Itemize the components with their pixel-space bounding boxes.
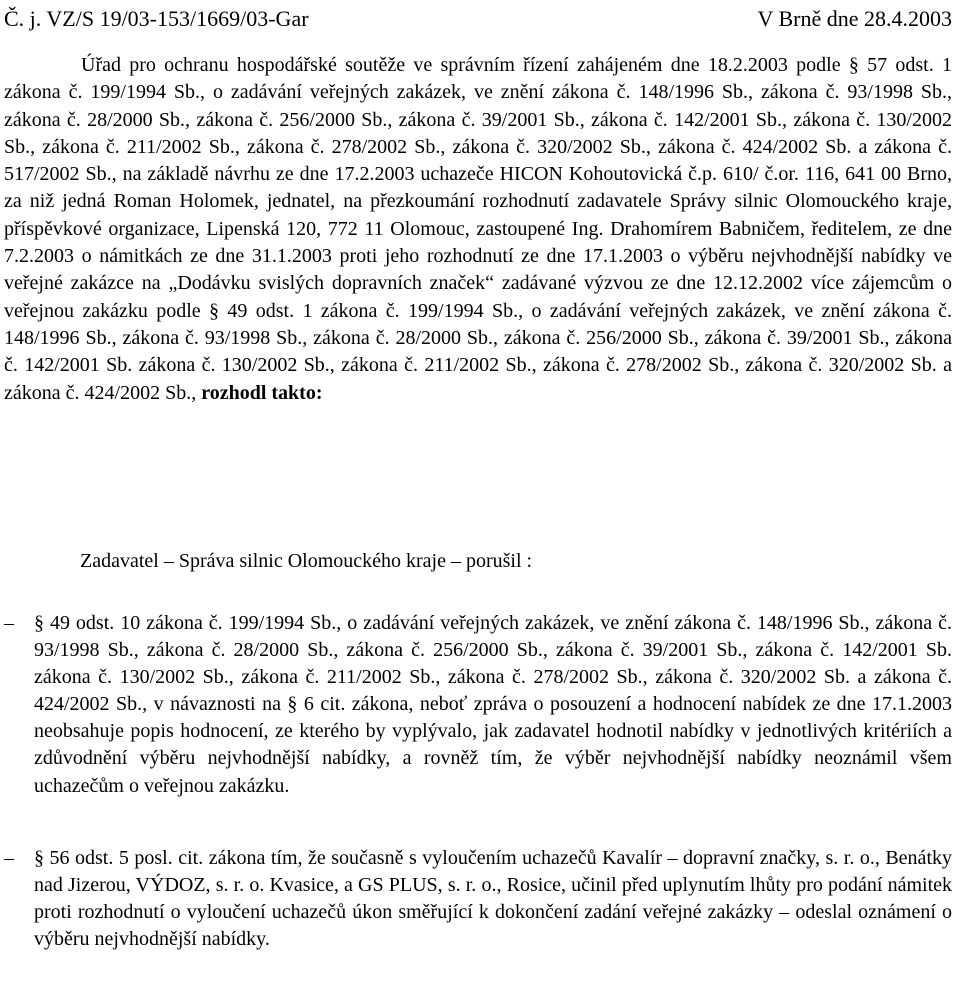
violation-text: § 56 odst. 5 posl. cit. zákona tím, že současně s vyloučením uchazečů Kavalír – dopravní značky, s. r. o., Benátky nad Jizerou, VÝDOZ, s. r. o. Kvasice, a GS PLUS, s. r. o., Rosice, učinil před uplynutím lhůty pro podání námitek proti rozhodnutí o vyloučení uchazečů úkon směřující k dokončení zadání veřejné zakázky – odeslal oznámení o výběru nejvhodnější nabídky.: [34, 847, 952, 951]
decision-introduction: [4, 52, 952, 407]
intro-text: Úřad pro ochranu hospodářské soutěže ve správním řízení zahájeném dne 18.2.2003 podle § 57 odst. 1 zákona č. 199/1994 Sb., o zadávání veřejných zakázek, ve znění zákona č. 148/1996 Sb., zákona č. 93/1998 Sb., zákona č. 28/2000 Sb., zákona č. 256/2000 Sb., zákona č. 39/2001 Sb., zákona č. 142/2001 Sb., zákona č. 130/2002 Sb., zákona č. 211/2002 Sb., zákona č. 278/2002 Sb., zákona č. 320/2002 Sb., zákona č. 424/2002 Sb. a zákona č. 517/2002 Sb., na základě návrhu ze dne 17.2.2003 uchazeče HICON Kohoutovická č.p. 610/ č.or. 116, 641 00 Brno, za niž jedná Roman Holomek, jednatel, na přezkoumání rozhodnutí zadavatele Správy silnic Olomouckého kraje, příspěvkové organizace, Lipenská 120, 772 11 Olomouc, zastoupené Ing. Drahomírem Babničem, ředitelem, ze dne 7.2.2003 o námitkách ze dne 31.1.2003 proti jeho rozhodnutí ze dne 17.1.2003 o výběru nejvhodnější nabídky ve veřejné zakázce na „Dodávku svislých dopravních značek“ zadávané výzvou ze dne 12.12.2002 více zájemcům o veřejnou zakázku podle § 49 odst. 1 zákona č. 199/1994 Sb., o zadávání veřejných zakázek, ve znění zákona č. 148/1996 Sb., zákona č. 93/1998 Sb., zákona č. 28/2000 Sb., zákona č. 256/2000 Sb., zákona č. 39/2001 Sb., zákona č. 142/2001 Sb. zákona č. 130/2002 Sb., zákona č. 211/2002 Sb., zákona č. 278/2002 Sb., zákona č. 320/2002 Sb. a zákona č. 424/2002 Sb.,: [4, 54, 952, 404]
reference-number: Č. j. VZ/S 19/03-153/1669/03-Gar: [4, 6, 309, 31]
place-and-date: V Brně dne 28.4.2003: [757, 6, 952, 31]
violation-text: § 49 odst. 10 zákona č. 199/1994 Sb., o zadávání veřejných zakázek, ve znění zákona č. 148/1996 Sb., zákona č. 93/1998 Sb., zákona č. 28/2000 Sb., zákona č. 256/2000 Sb., zákona č. 39/2001 Sb., zákona č. 142/2001 Sb. zákona č. 130/2002 Sb., zákona č. 211/2002 Sb., zákona č. 278/2002 Sb., zákona č. 320/2002 Sb. a zákona č. 424/2002 Sb., v návaznosti na § 6 cit. zákona, neboť zpráva o posouzení a hodnocení nabídek ze dne 17.1.2003 neobsahuje popis hodnocení, ze kterého by vyplývalo, jak zadavatel hodnotil nabídky v jednotlivých kritériích a zdůvodnění výběru nejvhodnější nabídky, a rovněž tím, že výběr nejvhodnější nabídky neoznámil všem uchazečům o veřejnou zakázku.: [34, 612, 952, 797]
document-header: [4, 4, 952, 34]
verdict-line: Zadavatel – Správa silnic Olomouckého kraje – porušil :: [80, 550, 533, 572]
decision-statement: rozhodl takto:: [201, 381, 323, 404]
violation-item: [4, 845, 952, 953]
item-dash: –: [4, 612, 14, 634]
item-dash: –: [4, 847, 14, 869]
violation-item: [4, 610, 952, 800]
